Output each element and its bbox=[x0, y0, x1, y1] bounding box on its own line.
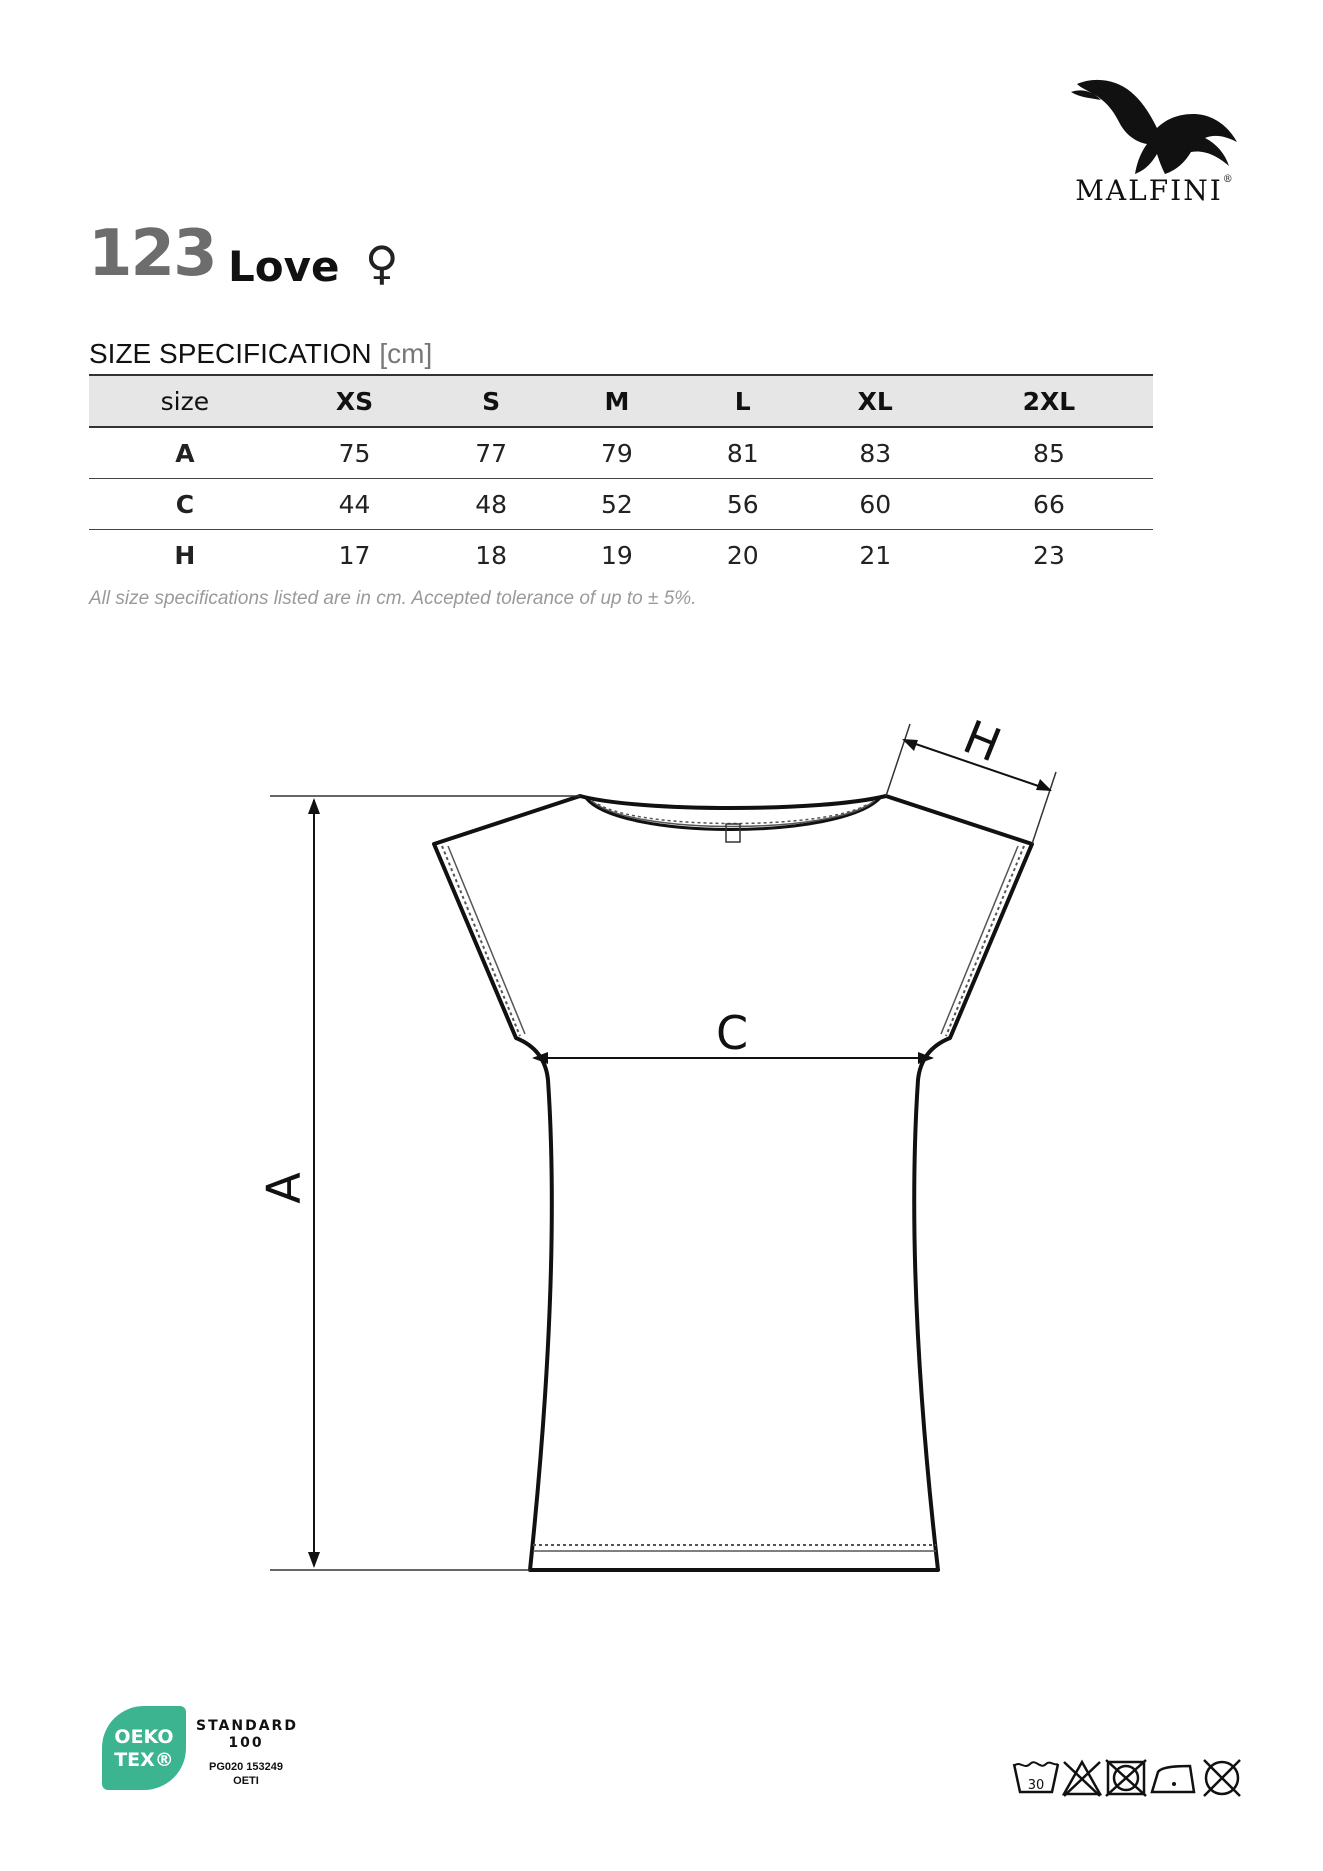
table-cell: 77 bbox=[475, 438, 507, 468]
tolerance-footnote: All size specifications listed are in cm. Accepted tolerance of up to ± 5%. bbox=[89, 588, 697, 609]
header-size: XL bbox=[857, 386, 893, 416]
table-cell: 17 bbox=[338, 540, 371, 570]
oeko-standard-line1: STANDARD bbox=[196, 1718, 298, 1734]
table-cell: 56 bbox=[726, 489, 759, 519]
no-dry-clean-icon bbox=[1204, 1760, 1240, 1796]
oeko-logo-line2: TEX® bbox=[114, 1749, 174, 1771]
female-symbol-icon: ♀ bbox=[365, 236, 399, 290]
brand-name: MALFINI® bbox=[1075, 174, 1235, 207]
table-cell: 20 bbox=[726, 540, 759, 570]
table-cell: 44 bbox=[338, 489, 371, 519]
table-cell: 83 bbox=[859, 438, 892, 468]
tshirt-outline bbox=[434, 796, 1032, 1570]
dimension-label-a: A bbox=[256, 1172, 311, 1204]
table-cell: 23 bbox=[1033, 540, 1065, 570]
dimension-label-c: C bbox=[716, 1006, 749, 1060]
header-size-label: size bbox=[160, 386, 210, 416]
table-cell: 85 bbox=[1033, 438, 1065, 468]
table-cell: 52 bbox=[601, 489, 633, 519]
oeko-certificate-number: PG020 153249 bbox=[208, 1761, 283, 1773]
table-cell: 48 bbox=[475, 489, 507, 519]
row-label: C bbox=[175, 489, 195, 519]
header-size: M bbox=[604, 386, 630, 416]
table-cell: 19 bbox=[601, 540, 633, 570]
table-cell: 75 bbox=[338, 438, 371, 468]
header-size: XS bbox=[335, 386, 374, 416]
oeko-standard-line2: 100 bbox=[228, 1734, 264, 1751]
row-label: H bbox=[174, 540, 196, 570]
oeko-certificate bbox=[196, 1760, 296, 1789]
svg-text:30: 30 bbox=[1027, 1778, 1045, 1793]
no-bleach-icon bbox=[1064, 1762, 1100, 1796]
dimension-a bbox=[270, 796, 580, 1570]
header-size: 2XL bbox=[1022, 386, 1076, 416]
oeko-standard-label bbox=[196, 1718, 296, 1752]
iron-low-icon bbox=[1152, 1766, 1194, 1792]
dimension-label-h: H bbox=[956, 709, 1009, 773]
size-spec-heading: SIZE SPECIFICATION bbox=[89, 338, 372, 369]
oeko-tex-logo bbox=[102, 1706, 186, 1790]
header-size: L bbox=[734, 386, 751, 416]
table-cell: 60 bbox=[859, 489, 892, 519]
table-cell: 79 bbox=[601, 438, 633, 468]
no-tumble-dry-icon bbox=[1106, 1760, 1146, 1796]
wash-30-icon bbox=[1014, 1762, 1058, 1793]
table-cell: 66 bbox=[1033, 489, 1065, 519]
table-cell: 81 bbox=[726, 438, 759, 468]
oeko-logo-line1: OEKO bbox=[114, 1726, 174, 1748]
oeko-institute: OETI bbox=[233, 1775, 259, 1788]
care-symbols bbox=[1012, 1756, 1252, 1800]
product-name: Love bbox=[228, 242, 340, 291]
table-cell: 18 bbox=[475, 540, 507, 570]
size-spec-unit: [cm] bbox=[379, 338, 433, 369]
row-label: A bbox=[175, 438, 195, 468]
header-size: S bbox=[482, 386, 501, 416]
table-cell: 21 bbox=[859, 540, 892, 570]
product-code: 123 bbox=[88, 217, 216, 291]
